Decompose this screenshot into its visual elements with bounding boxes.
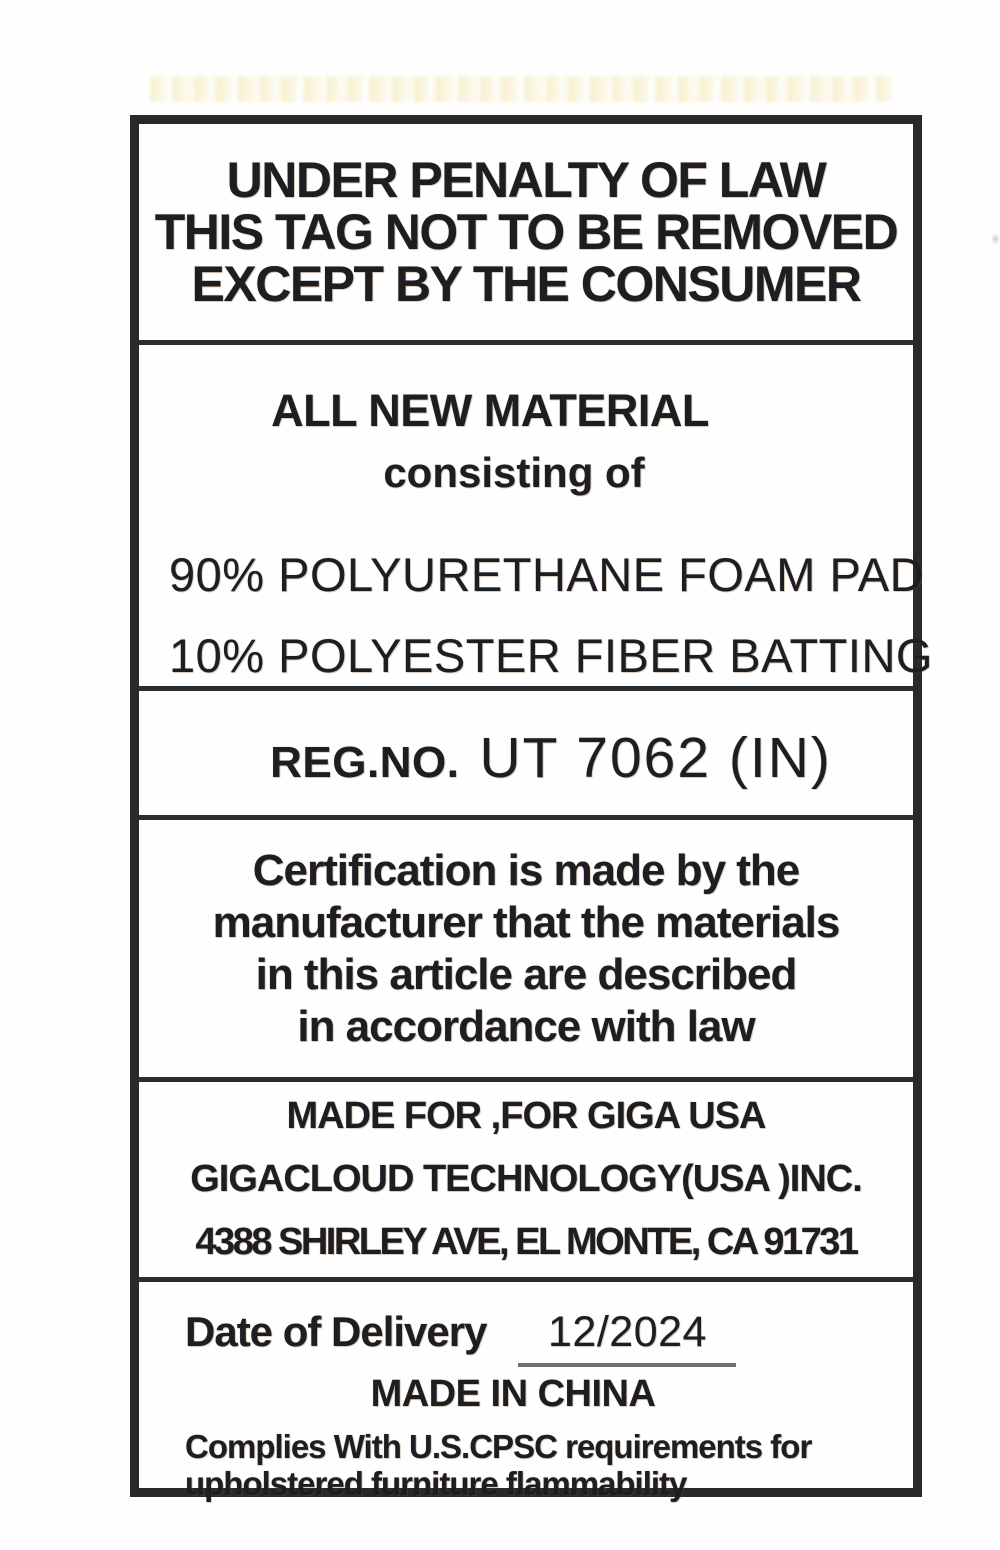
made-for-line-2: GIGACLOUD TECHNOLOGY(USA )INC. xyxy=(190,1158,862,1200)
penalty-line-2: THIS TAG NOT TO BE REMOVED xyxy=(154,204,898,260)
compliance-line-1: Complies With U.S.CPSC requirements for xyxy=(185,1428,812,1465)
certification-line-1: Certification is made by the xyxy=(252,845,800,895)
compliance-statement xyxy=(185,1428,877,1502)
certification-section xyxy=(139,815,913,1077)
reg-no-value: UT 7062 (IN) xyxy=(479,726,832,790)
registration-section xyxy=(139,686,913,815)
penalty-line-1: UNDER PENALTY OF LAW xyxy=(226,152,826,208)
certification-line-3: in this article are described xyxy=(255,949,797,999)
law-label-tag xyxy=(130,115,933,1502)
delivery-date-value: 12/2024 xyxy=(518,1308,736,1367)
country-of-origin: MADE IN CHINA xyxy=(370,1373,656,1415)
materials-section xyxy=(139,340,933,686)
print-artifact-dot xyxy=(991,233,1000,245)
made-for-section xyxy=(139,1077,913,1277)
faint-ghost-print-band xyxy=(150,76,892,102)
materials-subheading: consisting of xyxy=(383,449,645,496)
made-for-line-1: MADE FOR ,FOR GIGA USA xyxy=(286,1095,766,1137)
materials-heading: ALL NEW MATERIAL xyxy=(271,385,709,436)
certification-line-4: in accordance with law xyxy=(297,1001,755,1051)
reg-no-label: REG.NO. xyxy=(270,738,460,787)
penalty-notice-section xyxy=(139,124,913,340)
delivery-date-label: Date of Delivery xyxy=(185,1308,487,1355)
material-item-2: 10% POLYESTER FIBER BATTING xyxy=(169,629,933,682)
certification-line-2: manufacturer that the materials xyxy=(212,897,840,947)
delivery-section xyxy=(139,1277,913,1502)
delivery-row xyxy=(185,1308,877,1367)
penalty-line-3: EXCEPT BY THE CONSUMER xyxy=(191,256,861,312)
compliance-line-2: upholstered furniture flammability xyxy=(185,1465,687,1502)
material-item-1: 90% POLYURETHANE FOAM PAD xyxy=(169,548,925,601)
made-for-address: 4388 SHIRLEY AVE, EL MONTE, CA 91731 xyxy=(195,1221,857,1263)
